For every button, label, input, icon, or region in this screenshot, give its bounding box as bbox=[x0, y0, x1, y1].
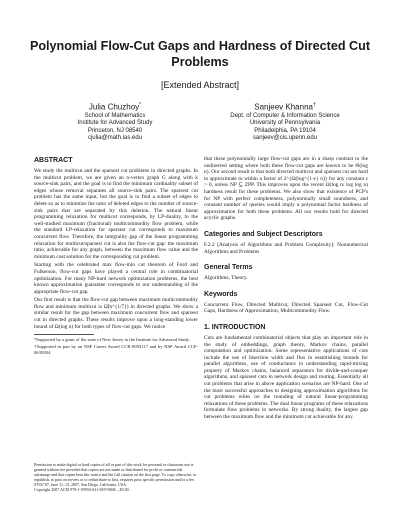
copyright-line: Copyright 2007 ACM 978-1-59593-631-8/07/0006 ...$5.00. bbox=[34, 487, 130, 492]
author-affiliation: Dept. of Computer & Information Science bbox=[230, 112, 340, 119]
author-affiliation: University of Pennsylvania bbox=[249, 120, 321, 127]
author-affiliation: School of Mathematics bbox=[84, 112, 146, 119]
general-terms-text: Algorithms, Theory. bbox=[204, 275, 248, 282]
author-mark: † bbox=[312, 102, 316, 108]
conference-line: STOC'07, June 11–13, 2007, San Diego, California, USA. bbox=[34, 482, 128, 487]
right-column bbox=[204, 156, 368, 423]
copyright-notice bbox=[34, 462, 198, 492]
introduction-heading: 1. INTRODUCTION bbox=[204, 323, 266, 331]
author-affiliation: Philadelphia, PA 19104 bbox=[254, 127, 316, 134]
footnote-rule bbox=[34, 334, 94, 335]
author-name: Sanjeev Khanna bbox=[254, 102, 313, 112]
author-name: Julia Chuzhoy bbox=[88, 102, 140, 112]
copyright-text: Permission to make digital or hard copies of all or part of this work for personal or classroom use is granted without fee provided that copies are not made or distributed for profit or commercial advantage and that copies bear this notice and the full citation on the first page. To copy otherwise, to republish, to post on servers or to redistribute to lists, requires prior specific permission and/or a fee. bbox=[34, 462, 197, 482]
general-terms-heading: General Terms bbox=[204, 264, 253, 272]
categories-text: F.2.2 [Analysis of Algorithms and Problem Complexity]: Nonnumerical Algorithms and Problems bbox=[204, 241, 368, 255]
author-block-2 bbox=[200, 100, 370, 143]
author-block-1 bbox=[30, 100, 200, 143]
author-affiliation: Princeton, NJ 08540 bbox=[87, 127, 143, 134]
keywords-text: Concurrent Flow, Directed Multicut, Directed Sparsest Cut, Flow-Cut Gaps, Hardness of Approximation, Multicommodity Flow. bbox=[204, 301, 368, 315]
abstract-paragraph: Our first result is that the flow-cut gap between maximum multicommodity flow and minimum multicut is Ω̃(n^{1/7}) in directed graphs. We show a similar result for the gap between maximum concurrent flow and sparsest cut in directed graphs. These results improve upon a long-standing lower bound of Ω(log n) for both types of flow-cut gaps. We notice bbox=[34, 297, 198, 330]
paper-subtitle: [Extended Abstract] bbox=[160, 80, 240, 90]
abstract-paragraph: Starting with the celebrated max flow-min cut theorem of Ford and Fulkerson, flow-cut gaps have played a central role in combinatorial optimization. For many NP-hard network optimization problems, the best known approximation guarantee corresponds to our understanding of the appropriate flow-cut gap. bbox=[34, 262, 198, 295]
paper-title: Polynomial Flow-Cut Gaps and Hardness of Directed Cut Problems bbox=[29, 39, 371, 69]
left-column bbox=[34, 156, 198, 357]
author-mark: * bbox=[139, 102, 142, 108]
abstract-paragraph: We study the multicut and the sparsest cut problems in directed graphs. In the multicut problem, we are given an n-vertex graph G along with k source-sink pairs, and the goal is to find the minimum cardinality subset of edges whose removal separates all source-sink pairs. The sparsest cut problem has the same input, but the goal is to find a subset of edges to delete so as to minimize the ratio of deleted edges to the number of source-sink pairs that are separated by this deletion. The natural linear programming relaxation for multicut corresponds, by LP-duality, to the well-studied maximum (fractional) multicommodity flow problem, while the standard LP-relaxation for sparsest cut corresponds to maximum concurrent flow. Therefore, the integrality gap of the linear programming relaxation for multicut/sparsest cut is also the flow-cut gap: the maximum ratio, achievable for any graph, between the maximum flow value and the minimum cost solution for the corresponding cut problem. bbox=[34, 168, 198, 260]
abstract-continuation: that these polynomially large flow-cut gaps are in a sharp contrast to the undirected setting where both these flow-cut gaps are known to be Θ(log n). Our second result is that both directed multicut and sparsest cut are hard to approximate to within a factor of 2^{Ω(log^{1-ε} n)} for any constant ε > 0, unless NP ⊆ ZPP. This improves upon the recent Ω(log n/ log log n) hardness result for these problems. We also show that existence of PCP's for NP with perfect completeness, polynomially small soundness, and constant number of queries would imply a polynomial factor hardness of approximation for both these problems. All our results hold for directed acyclic graphs. bbox=[204, 156, 368, 222]
abstract-heading: ABSTRACT bbox=[34, 157, 73, 164]
author-email: cjulia@math.ias.edu bbox=[87, 135, 143, 142]
introduction-text: Cuts are fundamental combinatorial objects that play an important role in the study of embeddings, graph theory, Markov chains, parallel computation and optimization. Some representative applications of cuts include the use of bisection width and flux in establishing bounds for parallel algorithms, use of conductance in understanding rapid-mixing property of Markov chains, balanced separators for divide-and-conquer algorithms, and sparsest cuts in network design and routing. Essentially all cut problems that arise in above application scenarios are NP-hard. One of the most successful approaches to designing approximation algorithms for cut problems relies on the rounding of natural linear-programming relaxations of these problems. The dual linear programs of these relaxations formulate flow problems in networks. By strong duality, the largest gap between the maximum flow and the minimum cut achievable for any bbox=[204, 334, 368, 421]
keywords-heading: Keywords bbox=[204, 290, 238, 298]
categories-heading: Categories and Subject Descriptors bbox=[204, 230, 323, 238]
author-email: sanjeev@cis.upenn.edu bbox=[252, 135, 318, 142]
author-affiliation: Institute for Advanced Study bbox=[77, 120, 153, 127]
footnote: †Supported in part by an NSF Career Award CCR-0093117 and by NSF Award CCF-0635084. bbox=[34, 344, 198, 355]
footnote: *Supported by a grant of the state of New Jersey to the Institute for Advanced Study. bbox=[34, 337, 190, 343]
